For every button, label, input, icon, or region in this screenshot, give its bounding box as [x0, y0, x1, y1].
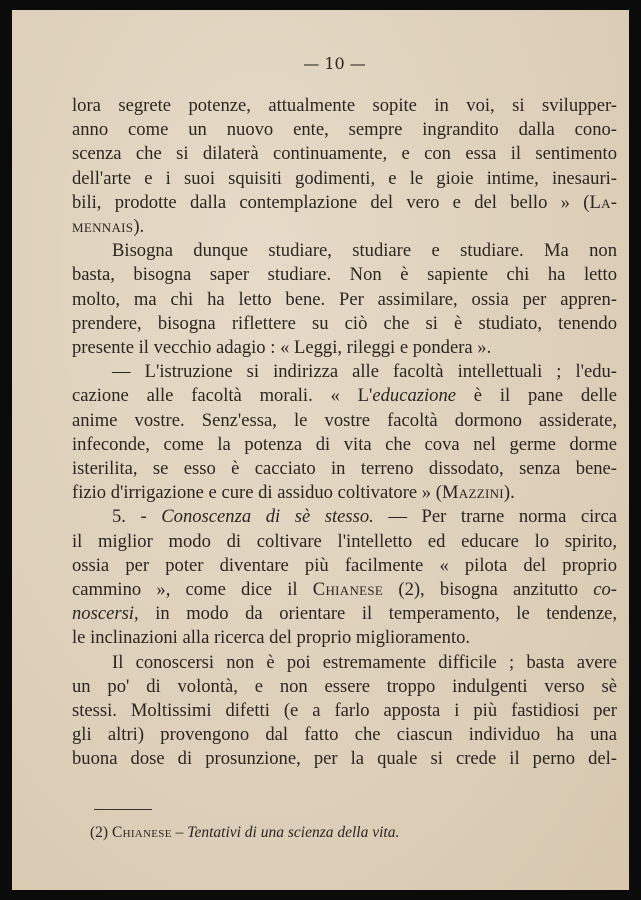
- text-line: Bisogna dunque studiare, studiare e studiare. Ma non: [112, 240, 617, 262]
- footnote-dash: –: [175, 824, 184, 841]
- text-line: molto, ma chi ha letto bene. Per assimilare, ossia per appren-: [72, 288, 617, 310]
- text-line: le inclinazioni alla ricerca del proprio miglioramento.: [72, 627, 471, 649]
- footnote-author: Chianese: [111, 824, 172, 841]
- book-page: [12, 10, 629, 890]
- text-line: ossia per poter diventare più facilmente « pilota del proprio: [72, 554, 617, 576]
- text-line: lora segrete potenze, attualmente sopite in voi, si svilupper-: [72, 95, 617, 116]
- page-number: — 10 —: [303, 54, 366, 73]
- text-line: basta, bisogna saper studiare. Non è sapiente chi ha letto: [72, 264, 617, 286]
- text-line: cazione alle facoltà morali. « L'educazione è il pane delle: [72, 385, 617, 407]
- text-line: mennais).: [72, 216, 145, 238]
- text-line: gli altri) provengono dal fatto che ciascun individuo ha una: [72, 724, 617, 746]
- footnote: [90, 824, 399, 842]
- text-line: cammino », come dice il Chianese (2), bisogna anzitutto co-: [72, 579, 617, 601]
- text-line: buona dose di prosunzione, per la quale si crede il perno del-: [72, 748, 617, 770]
- text-line: fizio d'irrigazione e cure di assiduo coltivatore » (Mazzini).: [72, 482, 515, 504]
- text-line: dell'arte e i suoi squisiti godimenti, e le gioie intime, inesauri-: [72, 167, 617, 189]
- footnote-rule: [94, 809, 152, 810]
- text-line: scenza che si dilaterà continuamente, e con essa il sentimento: [72, 143, 617, 165]
- text-line: prendere, bisogna riflettere su ciò che si è studiato, tenendo: [72, 312, 617, 334]
- text-line: infeconde, come la potenza di vita che cova nel germe dorme: [72, 433, 617, 455]
- footnote-title: Tentativi di una scienza della vita.: [187, 824, 400, 841]
- text-line: noscersi, in modo da orientare il temperamento, le tendenze,: [72, 603, 617, 625]
- text-line: bili, prodotte dalla contemplazione del vero e del bello » (La-: [72, 191, 617, 213]
- text-line: isterilita, se esso è cacciato in terreno dissodato, senza bene-: [72, 458, 617, 480]
- text-line: presente il vecchio adagio : « Leggi, rileggi e pondera ».: [72, 337, 492, 359]
- body-text: [72, 94, 617, 772]
- text-line: anno come un nuovo ente, sempre ingrandito dalla cono-: [72, 119, 617, 141]
- text-line: — L'istruzione si indirizza alle facoltà intellettuali ; l'edu-: [112, 361, 617, 383]
- text-line: stessi. Moltissimi difetti (e a farlo apposta i più fastidiosi per: [72, 700, 617, 722]
- footnote-marker: (2): [90, 824, 109, 841]
- text-line: Il conoscersi non è poi estremamente difficile ; basta avere: [112, 651, 617, 673]
- text-line: il miglior modo di coltivare l'intelletto ed educare lo spirito,: [72, 530, 617, 552]
- text-line: anime vostre. Senz'essa, le vostre facoltà dormono assiderate,: [72, 409, 617, 431]
- section-heading-line: 5. - Conoscenza di sè stesso. — Per trarne norma circa: [112, 506, 617, 528]
- text-line: un po' di volontà, e non essere troppo indulgenti verso sè: [72, 675, 617, 697]
